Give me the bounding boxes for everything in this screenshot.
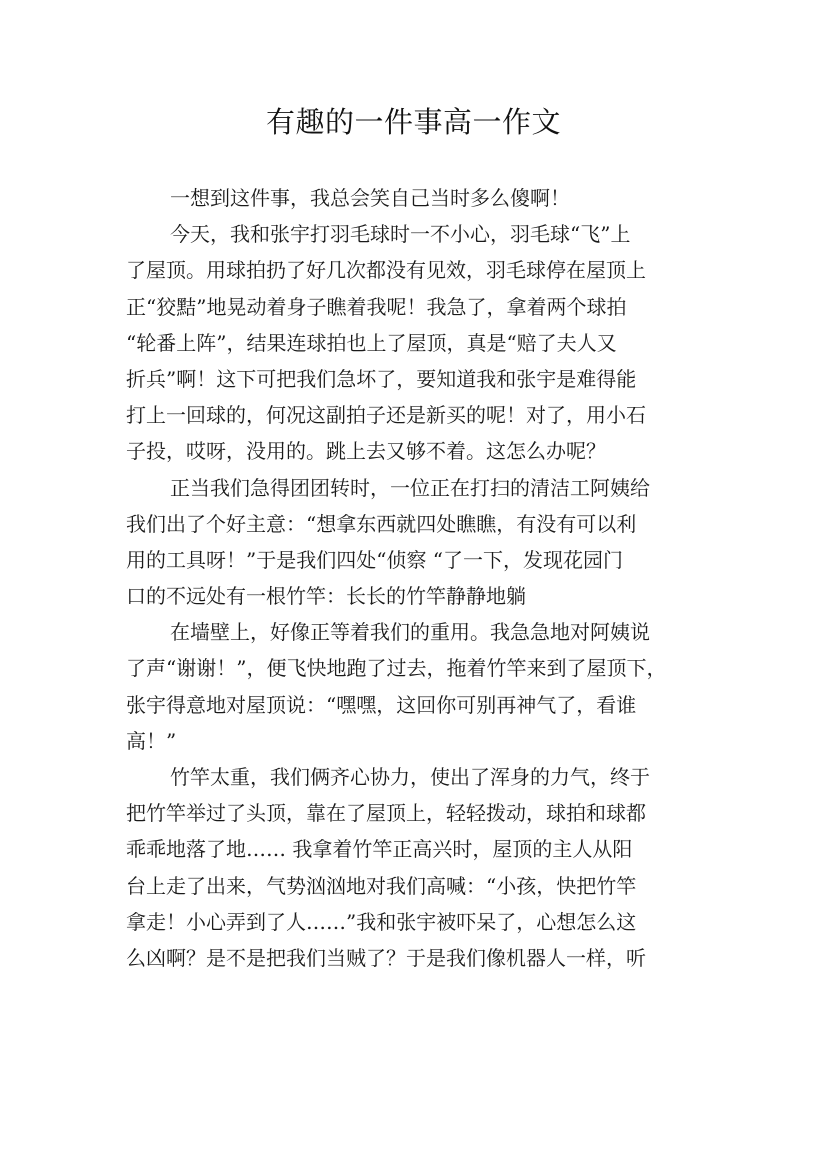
paragraph-line: 了声“谢谢！”，便飞快地跑了过去，拖着竹竿来到了屋顶下，	[126, 656, 667, 681]
paragraph-line: 竹竿太重，我们俩齐心协力，使出了浑身的力气，终于	[170, 765, 650, 789]
document-title: 有趣的一件事高一作文	[265, 105, 561, 139]
essay-body	[126, 180, 702, 976]
paragraph-line: 在墙壁上，好像正等着我们的重用。我急急地对阿姨说	[170, 620, 650, 645]
paragraph-line: “轮番上阵”，结果连球拍也上了屋顶，真是“赔了夫人又	[126, 330, 617, 355]
paragraph-line: 子投，哎呀，没用的。跳上去又够不着。这怎么办呢？	[126, 439, 606, 464]
paragraph-line: 么凶啊？是不是把我们当贼了？于是我们像机器人一样，听	[126, 945, 646, 970]
paragraph-line: 用的工具呀！”于是我们四处“侦察 “了一下，发现花园门	[126, 547, 624, 572]
paragraph-line: 了屋顶。用球拍扔了好几次都没有见效，羽毛球停在屋顶上	[126, 258, 646, 283]
paragraph-line: 把竹竿举过了头顶，靠在了屋顶上，轻轻拨动，球拍和球都	[126, 801, 646, 826]
paragraph-line: 乖乖地落了地…… 我拿着竹竿正高兴时，屋顶的主人从阳	[126, 837, 633, 862]
paragraph-line: 我们出了个好主意：“想拿东西就四处瞧瞧，有没有可以利	[126, 511, 637, 536]
paragraph-line: 拿走！小心弄到了人……”我和张宇被吓呆了，心想怎么这	[126, 909, 637, 934]
paragraph-line: 正“狡黠”地晃动着身子瞧着我呢！我急了，拿着两个球拍	[126, 294, 627, 319]
paragraph-line: 打上一回球的，何况这副拍子还是新买的呢！对了，用小石	[126, 403, 646, 428]
paragraph-line: 高！”	[126, 728, 177, 753]
paragraph-line: 折兵”啊！这下可把我们急坏了，要知道我和张宇是难得能	[126, 366, 637, 391]
paragraph-line: 台上走了出来，气势汹汹地对我们高喊：“小孩，快把竹竿	[126, 873, 637, 898]
paragraph-line: 一想到这件事，我总会笑自己当时多么傻啊！	[170, 186, 570, 210]
paragraph-line: 今天，我和张宇打羽毛球时一不小心，羽毛球“飞”上	[170, 222, 631, 247]
paragraph-line: 张宇得意地对屋顶说：“嘿嘿，这回你可别再神气了，看谁	[126, 692, 637, 717]
paragraph-line: 口的不远处有一根竹竿：长长的竹竿静静地躺	[126, 584, 526, 609]
paragraph-line: 正当我们急得团团转时，一位正在打扫的清洁工阿姨给	[170, 475, 650, 500]
